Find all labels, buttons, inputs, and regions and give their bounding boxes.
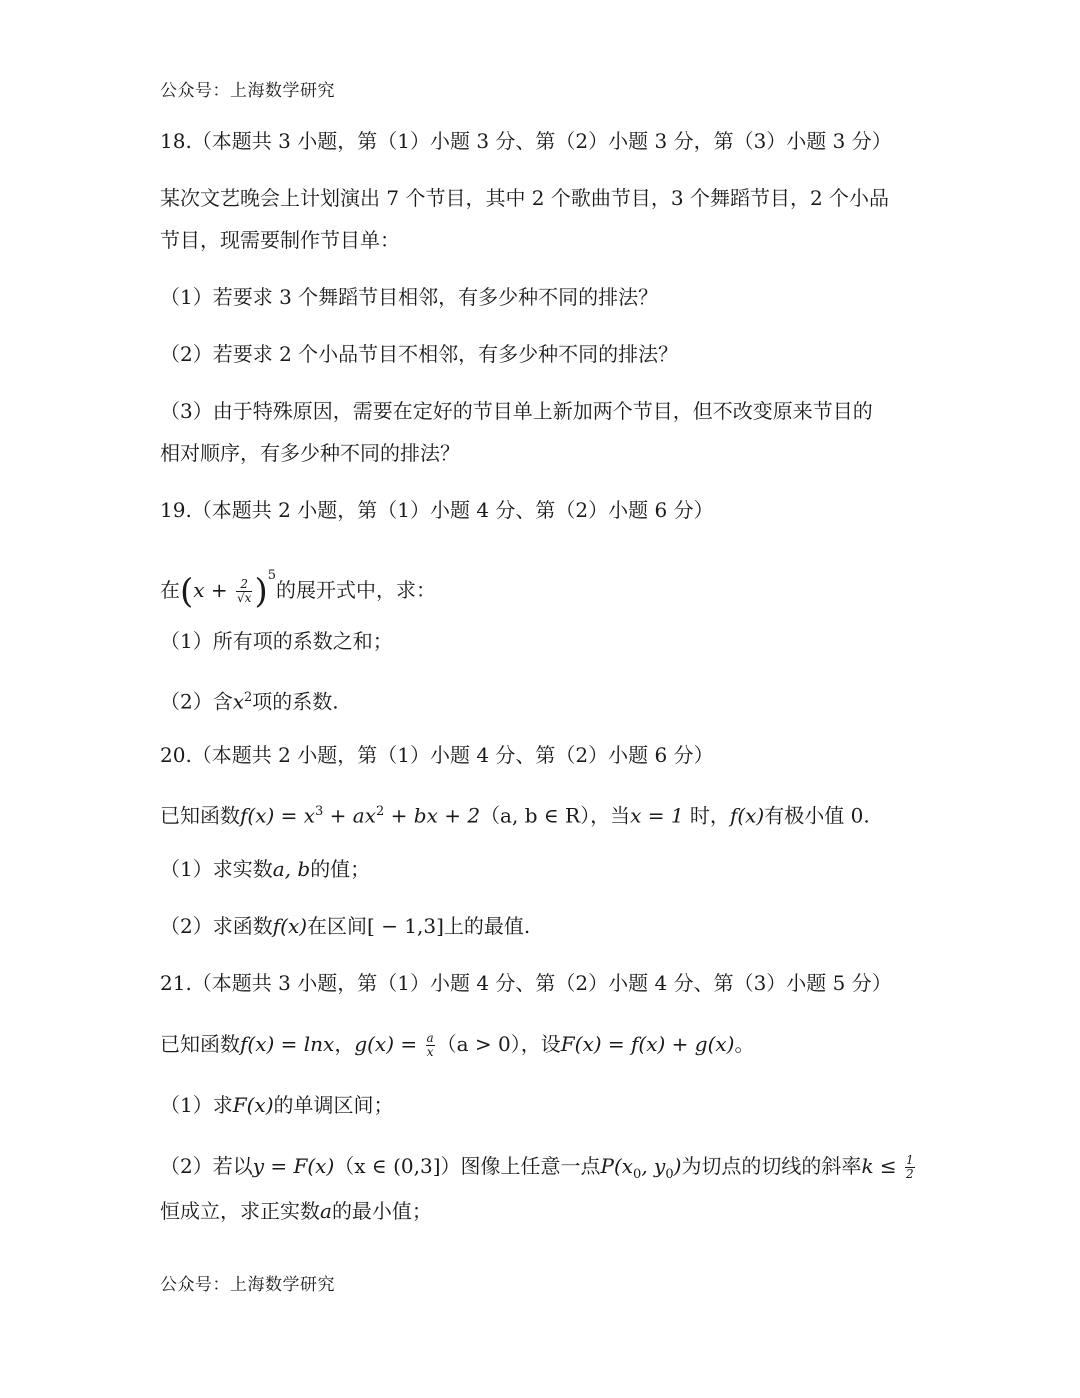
q19-frac-den: √x [237, 591, 252, 605]
q20-sup1: 3 [315, 804, 324, 819]
q21-p2-comma: , y [641, 1154, 666, 1178]
q20-stem-tail: + bx + 2 [384, 803, 481, 828]
q21-p2-k: k ≤ [861, 1154, 904, 1178]
q21-fraction [426, 1032, 435, 1059]
page-header: 公众号：上海数学研究 [160, 81, 335, 101]
q19-p2-math: x [232, 689, 245, 714]
right-paren: ) [254, 571, 268, 612]
q21-p2-l2-pre: 恒成立，求正实数 [160, 1199, 320, 1223]
q20-stem-f: f(x) = x [240, 803, 316, 828]
left-paren: ( [180, 571, 194, 612]
q19-exponent: 5 [267, 568, 276, 583]
q20-title: 20.（本题共 2 小题，第（1）小题 4 分、第（2）小题 6 分） [160, 743, 714, 767]
q20-p2-math: f(x) [272, 914, 308, 938]
q20-p1-post: 的值； [310, 857, 371, 881]
q21-frac-den: x [426, 1045, 434, 1059]
q20-x1: x = 1 [630, 803, 684, 828]
q18-part3-line2: 相对顺序，有多少种不同的排法？ [160, 441, 460, 465]
q19-x: x [193, 578, 205, 602]
q21-p1-math: F(x) [232, 1093, 274, 1117]
q18-part3-line1: （3）由于特殊原因，需要在定好的节目单上新加两个节目，但不改变原来节目的 [160, 399, 873, 423]
q20-stem-pre: 已知函数 [160, 803, 240, 828]
q18-stem-line1: 某次文艺晚会上计划演出 7 个节目，其中 2 个歌曲节目，3 个舞蹈节目，2 个小品 [160, 186, 890, 210]
q20-p1-math: a, b [272, 857, 311, 881]
q21-p2-P: P(x [600, 1154, 634, 1178]
q19-stem-post: 的展开式中，求： [276, 578, 436, 602]
q19-stem [160, 562, 436, 612]
q20-p1-pre: （1）求实数 [160, 857, 273, 881]
q21-p2-cond: （x ∈ (0,3]）图像上任意一点 [334, 1154, 601, 1178]
q21-stem-end: 。 [734, 1032, 755, 1056]
q21-stem-F: F(x) = f(x) + g(x) [560, 1032, 735, 1056]
q21-p1-pre: （1）求 [160, 1093, 233, 1117]
q21-p2-sub0: 0 [633, 1167, 642, 1182]
q21-p2-close: ) [673, 1154, 682, 1178]
q21-stem [160, 1030, 754, 1059]
q19-stem-pre: 在 [160, 578, 180, 602]
q19-part1: （1）所有项的系数之和； [160, 629, 393, 653]
q21-p2-mid: 为切点的切线的斜率 [681, 1154, 862, 1178]
q21-p2-frac-num: 1 [906, 1153, 914, 1167]
q19-p2-sup: 2 [244, 690, 253, 705]
q20-part1 [160, 855, 370, 883]
q19-part2 [160, 684, 339, 716]
q21-stem-g: g(x) = [354, 1032, 424, 1056]
q20-p2-interval: [ − 1,3] [367, 914, 444, 938]
q19-fraction [236, 578, 252, 605]
page-footer: 公众号：上海数学研究 [160, 1275, 335, 1295]
q20-p2-pre: （2）求函数 [160, 914, 273, 938]
q21-p1-post: 的单调区间； [273, 1093, 394, 1117]
q21-comma: ， [334, 1032, 355, 1056]
q20-p2-mid: 在区间 [307, 914, 368, 938]
q21-title: 21.（本题共 3 小题，第（1）小题 4 分、第（2）小题 4 分、第（3）小题 5 分） [160, 971, 892, 995]
q20-when: 时， [683, 803, 730, 828]
q18-part1: （1）若要求 3 个舞蹈节目相邻，有多少种不同的排法？ [160, 285, 659, 309]
q21-p2-frac-den: 2 [906, 1167, 914, 1181]
q20-sup2: 2 [376, 804, 385, 819]
q21-part2-line1 [160, 1152, 917, 1189]
q21-stem-f: f(x) = ln [240, 1032, 324, 1056]
q20-stem [160, 798, 870, 830]
q21-p2-l2-math: a [320, 1199, 332, 1223]
q19-title: 19.（本题共 2 小题，第（1）小题 4 分、第（2）小题 6 分） [160, 498, 714, 522]
q20-stem-end: 有极小值 0. [764, 803, 870, 828]
q21-p2-l2-post: 的最小值； [331, 1199, 432, 1223]
q21-stem-pre: 已知函数 [160, 1032, 240, 1056]
q19-plus: + [204, 578, 235, 602]
q21-p2-y: y = F(x) [252, 1154, 335, 1178]
q21-p2-pre: （2）若以 [160, 1154, 253, 1178]
q20-stem-cond: （a, b ∈ R），当 [480, 803, 631, 828]
q18-stem-line2: 节目，现需要制作节目单： [160, 228, 400, 252]
q20-fx: f(x) [729, 803, 765, 828]
q21-p2-fraction [905, 1154, 915, 1181]
q18-part2: （2）若要求 2 个小品节目不相邻，有多少种不同的排法？ [160, 342, 679, 366]
q21-stem-x: x [323, 1032, 335, 1056]
q20-p2-post: 上的最值. [443, 914, 531, 938]
q21-frac-num: a [426, 1031, 434, 1045]
q18-title: 18.（本题共 3 小题，第（1）小题 3 分、第（2）小题 3 分，第（3）小题 3 分） [160, 129, 892, 153]
q20-part2 [160, 912, 530, 940]
q20-stem-mid: + ax [323, 803, 377, 828]
q19-p2-pre: （2）含 [160, 689, 233, 714]
q19-frac-num: 2 [236, 578, 252, 592]
q21-part1 [160, 1091, 394, 1119]
q19-p2-post: 项的系数. [252, 689, 339, 714]
q21-part2-line2 [160, 1197, 432, 1225]
q21-stem-cond: （a > 0），设 [436, 1032, 561, 1056]
q21-p2-sub1: 0 [665, 1167, 674, 1182]
